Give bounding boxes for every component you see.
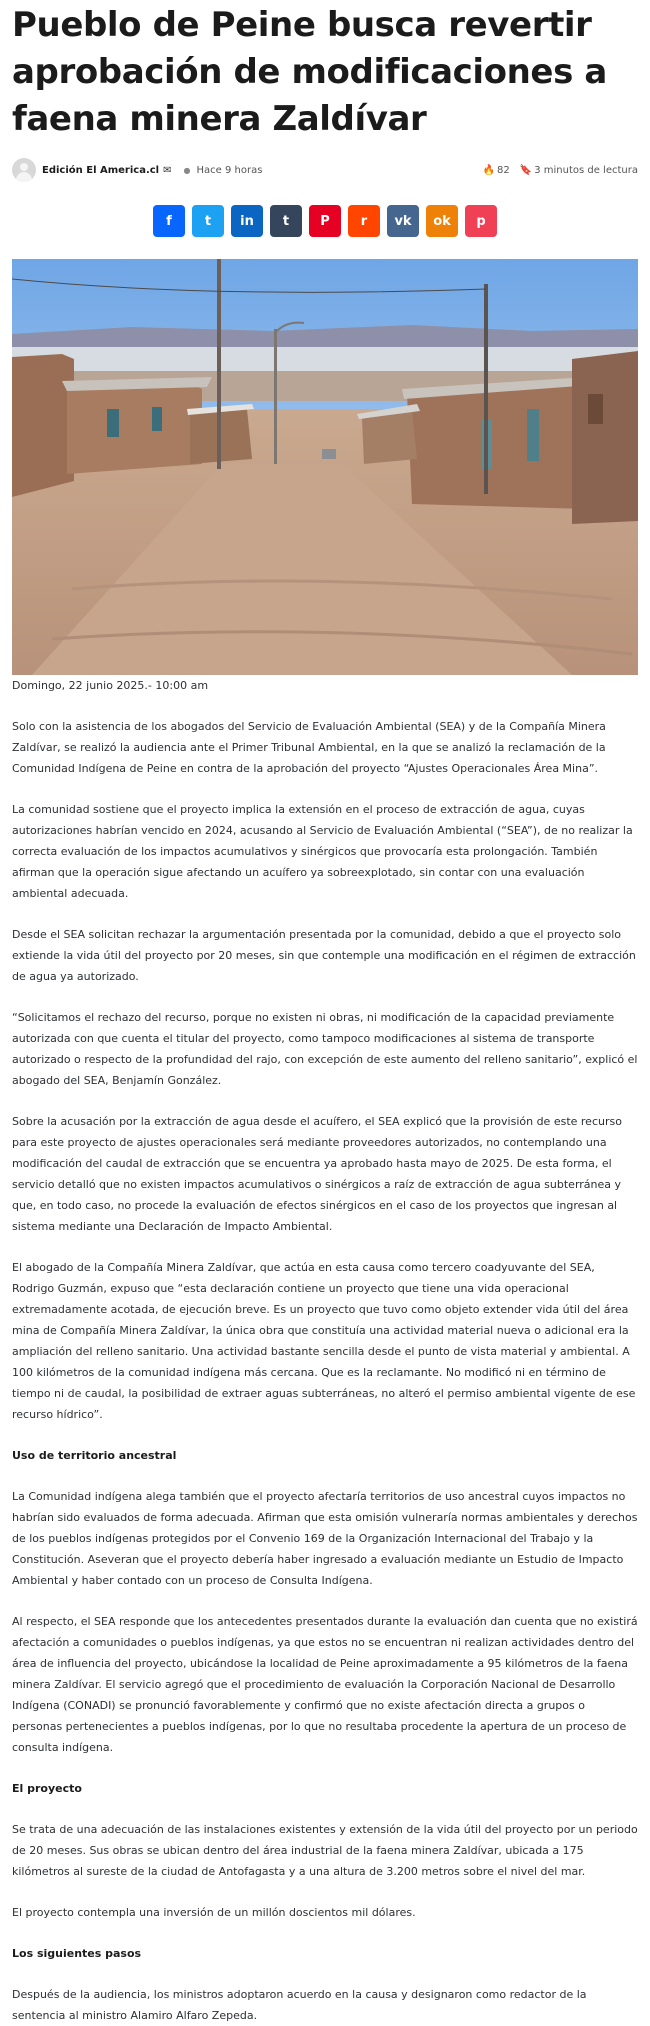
separator-dot-icon: ● xyxy=(183,165,191,175)
paragraph: El proyecto contempla una inversión de un millón doscientos mil dólares. xyxy=(12,1906,416,1919)
section-heading: El proyecto xyxy=(12,1782,82,1795)
views-count: 82 xyxy=(497,164,510,176)
article-meta xyxy=(12,157,638,183)
odnoklassniki-share-button[interactable] xyxy=(426,205,458,237)
reddit-share-button[interactable] xyxy=(348,205,380,237)
paragraph: Sobre la acusación por la extracción de agua desde el acuífero, el SEA explicó que la provisión de este recurso para este proyecto de ajustes operacionales será mediante proveedores autorizados, no contemplando una modificación del caudal de extracción que se encuentra ya aprobado hasta mayo de 2025. De esta forma, el servicio detalló que no existen impactos acumulativos o sinérgicos a raíz de extracción de agua subterránea y que, en todo caso, no procede la evaluación de efectos sinérgicos en el caso de los proyectos que ingresan al sistema mediante una Declaración de Impacto Ambiental. xyxy=(12,1115,622,1233)
article-hero-image xyxy=(12,259,638,675)
views-stat xyxy=(483,165,510,176)
paragraph: El abogado de la Compañía Minera Zaldívar, que actúa en esta causa como tercero coadyuvante del SEA, Rodrigo Guzmán, expuso que “esta declaración contiene un proyecto que tiene una vida operacional extremadamente acotada, de ejecución breve. Es un proyecto que tuvo como objeto extender vida útil del área mina de Compañía Minera Zaldívar, la única obra que constituía una actividad material nueva o adicional era la ampliación del relleno sanitario. Una actividad bastante sencilla desde el punto de vista material y ambiental. A 100 kilómetros de la comunidad indígena más cercana. Que es la reclamante. No modificó ni en término de tiempo ni de caudal, la posibilidad de extraer aguas subterráneas, no alteró el permiso ambiental vigente de ese recurso hídrico”. xyxy=(12,1261,636,1421)
pocket-icon: p xyxy=(476,213,486,229)
paragraph: Desde el SEA solicitan rechazar la argumentación presentada por la comunidad, debido a que el proyecto solo extiende la vida útil del proyecto por 20 meses, sin que contemple una modificación en el régimen de extracción de agua ya autorizado. xyxy=(12,928,636,983)
reddit-icon: r xyxy=(360,213,368,229)
linkedin-share-button[interactable] xyxy=(231,205,263,237)
linkedin-icon: in xyxy=(240,213,254,229)
pinterest-icon: P xyxy=(320,213,330,229)
paragraph: Solo con la asistencia de los abogados del Servicio de Evaluación Ambiental (SEA) y de la Compañía Minera Zaldívar, se realizó la audiencia ante el Primer Tribunal Ambiental, en la que se analizó la reclamación de la Comunidad Indígena de Peine en contra de la aprobación del proyecto “Ajustes Operacionales Área Mina”. xyxy=(12,720,606,775)
twitter-icon: t xyxy=(204,213,212,229)
vk-icon: vk xyxy=(394,213,412,229)
paragraph: Después de la audiencia, los ministros adoptaron acuerdo en la causa y designaron como redactor de la sentencia al ministro Alamiro Alfaro Zepeda. xyxy=(12,1988,587,2022)
article-body xyxy=(12,675,638,2026)
author-link[interactable]: Edición El America.cl xyxy=(42,164,160,176)
post-stats xyxy=(483,165,638,176)
pinterest-share-button[interactable] xyxy=(309,205,341,237)
paragraph: Se trata de una adecuación de las instalaciones existentes y extensión de la vida útil del proyecto por un periodo de 20 meses. Sus obras se ubican dentro del área industrial de la faena minera Zaldívar, ubicada a 175 kilómetros al sureste de la ciudad de Antofagasta y a una altura de 3.200 metros sobre el nivel del mar. xyxy=(12,1823,638,1878)
read-time-stat xyxy=(520,165,638,176)
vk-share-button[interactable] xyxy=(387,205,419,237)
pocket-share-button[interactable] xyxy=(465,205,497,237)
odnoklassniki-icon: ok xyxy=(433,213,451,229)
share-bar xyxy=(12,205,638,237)
avatar[interactable] xyxy=(12,158,36,182)
facebook-icon: f xyxy=(166,213,172,229)
read-time: 3 minutos de lectura xyxy=(534,164,638,176)
facebook-share-button[interactable] xyxy=(153,205,185,237)
tumblr-share-button[interactable] xyxy=(270,205,302,237)
envelope-icon[interactable]: ✉ xyxy=(163,164,172,176)
paragraph: La Comunidad indígena alega también que el proyecto afectaría territorios de uso ancestral cuyos impactos no habrían sido evaluados de forma adecuada. Afirman que esta omisión vulneraría normas ambientales y derechos de los pueblos indígenas protegidos por el Convenio 169 de la Organización Internacional del Trabajo y la Constitución. Aseveran que el proyecto debería haber ingresado a evaluación mediante un Estudio de Impacto Ambiental y haber contado con un proceso de Consulta Indígena. xyxy=(12,1490,638,1587)
byline xyxy=(12,158,262,182)
date-line: Domingo, 22 junio 2025.- 10:00 am xyxy=(12,679,209,692)
post-time: Hace 9 horas xyxy=(196,164,263,176)
tumblr-icon: t xyxy=(282,213,290,229)
paragraph: Al respecto, el SEA responde que los antecedentes presentados durante la evaluación dan cuenta que no existirá afectación a comunidades o pueblos indígenas, ya que estos no se encuentran ni realizan actividades dentro del área de influencia del proyecto, ubicándose la localidad de Peine aproximadamente a 95 kilómetros de la faena minera Zaldívar. El servicio agregó que el procedimiento de evaluación la Corporación Nacional de Desarrollo Indígena (CONADI) se pronunció favorablemente y confirmó que no existe afectación directa a grupos o personas pertenecientes a pueblos indígenas, por lo que no resultaba procedente la apertura de un proceso de consulta indígena. xyxy=(12,1615,638,1754)
fire-icon: 🔥 xyxy=(482,164,496,176)
article-title: Pueblo de Peine busca revertir aprobación de modificaciones a faena minera Zaldívar xyxy=(12,5,607,139)
paragraph: “Solicitamos el rechazo del recurso, porque no existen ni obras, ni modificación de la capacidad previamente autorizada con que cuenta el titular del proyecto, como tampoco modificaciones al sistema de transporte autorizado o respecto de la profundidad del rajo, con excepción de este aumento del relleno sanitario”, explicó el abogado del SEA, Benjamín González. xyxy=(12,1011,638,1087)
section-heading: Los siguientes pasos xyxy=(12,1947,142,1960)
section-heading: Uso de territorio ancestral xyxy=(12,1449,177,1462)
bookmark-icon: 🔖 xyxy=(519,164,533,176)
twitter-share-button[interactable] xyxy=(192,205,224,237)
paragraph: La comunidad sostiene que el proyecto implica la extensión en el proceso de extracción de agua, cuyas autorizaciones habrían vencido en 2024, acusando al Servicio de Evaluación Ambiental (“SEA”), de no realizar la correcta evaluación de los impactos acumulativos y sinérgicos que provocaría esta prolongación. También afirman que la operación sigue afectando un acuífero ya sobreexplotado, sin contar con una evaluación ambiental adecuada. xyxy=(12,803,633,900)
